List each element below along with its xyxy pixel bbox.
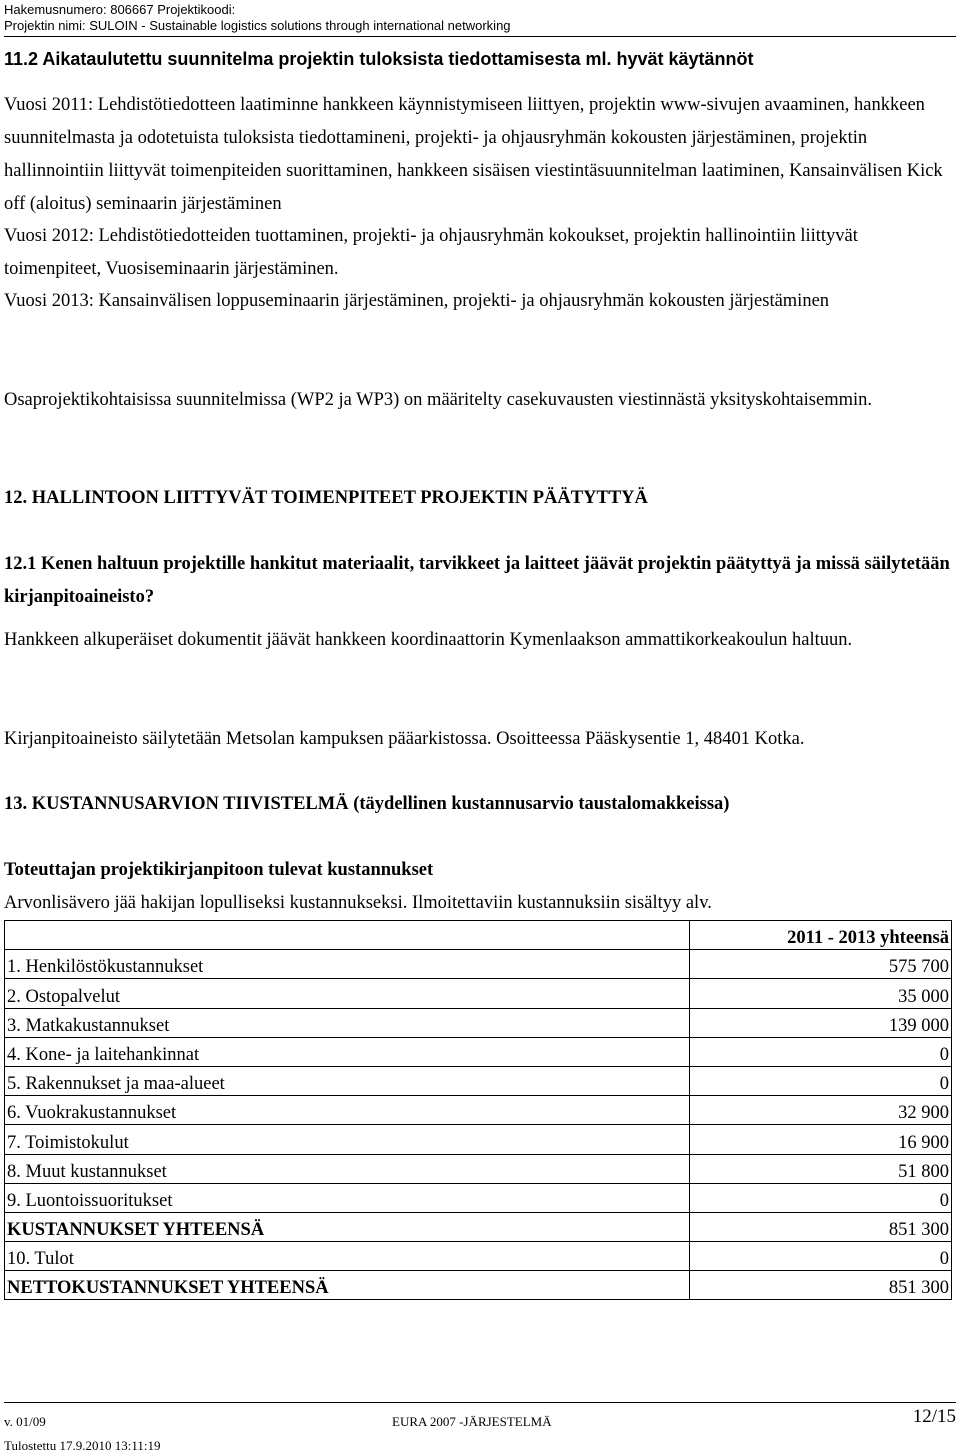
section-11-2-title: 11.2 Aikataulutettu suunnitelma projektin tuloksista tiedottamisesta ml. hyvät käytännöt — [4, 49, 754, 69]
cost-category-cell: 5. Rakennukset ja maa-alueet — [5, 1066, 690, 1095]
table-row — [5, 1008, 952, 1037]
cost-amount-cell: 16 900 — [690, 1125, 952, 1154]
year-2013-paragraph: Vuosi 2013: Kansainvälisen loppuseminaarin järjestäminen, projekti- ja ohjausryhmän kokousten järjestäminen — [4, 291, 830, 311]
footer-divider — [4, 1402, 956, 1403]
header-divider — [4, 36, 956, 37]
cost-category-cell: NETTOKUSTANNUKSET YHTEENSÄ — [5, 1271, 690, 1300]
system-name: EURA 2007 -JÄRJESTELMÄ — [392, 1414, 552, 1429]
table-row — [5, 979, 952, 1008]
table-row — [5, 1096, 952, 1125]
application-number: Hakemusnumero: 806667 Projektikoodi: — [4, 2, 236, 17]
page-number: 12/15 — [912, 1406, 956, 1427]
cost-amount-cell: 0 — [690, 1183, 952, 1212]
cost-amount-cell: 51 800 — [690, 1154, 952, 1183]
answer-archive: Kirjanpitoaineisto säilytetään Metsolan kampuksen pääarkistossa. Osoitteessa Pääskysentie 1, 48401 Kotka. — [4, 729, 805, 749]
table-row — [5, 1037, 952, 1066]
cost-amount-cell: 35 000 — [690, 979, 952, 1008]
cost-amount-cell: 0 — [690, 1037, 952, 1066]
table-row — [5, 1242, 952, 1271]
cost-amount-cell: 0 — [690, 1066, 952, 1095]
cost-category-cell: 6. Vuokrakustannukset — [5, 1096, 690, 1125]
vat-note: Arvonlisävero jää hakijan lopulliseksi kustannukseksi. Ilmoitettaviin kustannuksiin sisältyy alv. — [4, 893, 712, 913]
cost-category-cell: 7. Toimistokulut — [5, 1125, 690, 1154]
table-row — [5, 1212, 952, 1241]
cost-category-cell: 4. Kone- ja laitehankinnat — [5, 1037, 690, 1066]
table-row — [5, 950, 952, 979]
costs-subtitle: Toteuttajan projektikirjanpitoon tulevat kustannukset — [4, 860, 434, 880]
table-row — [5, 1154, 952, 1183]
year-2012-paragraph: Vuosi 2012: Lehdistötiedotteiden tuottaminen, projekti- ja ohjausryhmän kokoukset, projektin hallinointiin liittyvät toimenpiteet, Vuosiseminaarin järjestäminen. — [4, 226, 858, 279]
cost-amount-cell: 32 900 — [690, 1096, 952, 1125]
table-row — [5, 1066, 952, 1095]
header-label-cell — [5, 921, 690, 950]
cost-category-cell: 9. Luontoissuoritukset — [5, 1183, 690, 1212]
header-period-cell: 2011 - 2013 yhteensä — [690, 921, 952, 950]
year-2011-paragraph: Vuosi 2011: Lehdistötiedotteen laatiminne hankkeen käynnistymiseen liittyen, projektin www-sivujen avaaminen, hankkeen suunnitelmasta ja odotetuista tuloksista tiedottamineni, projekti- ja ohjausryhmän kokousten järjestäminen, projektin hallinnointiin liittyvät toimenpiteiden suorittaminen, hankkeen sisäisen viestintäsuunnitelman laatiminen, Kansainvälisen Kick off (aloitus) seminaarin järjestäminen — [4, 95, 943, 214]
cost-category-cell: 8. Muut kustannukset — [5, 1154, 690, 1183]
question-12-1: 12.1 Kenen haltuun projektille hankitut materiaalit, tarvikkeet ja laitteet jäävät projektin päätyttyä ja missä säilytetään kirjanpitoaineisto? — [4, 554, 950, 607]
section-13-title: 13. KUSTANNUSARVION TIIVISTELMÄ (täydellinen kustannusarvio taustalomakkeissa) — [4, 794, 730, 814]
table-row — [5, 1183, 952, 1212]
cost-amount-cell: 851 300 — [690, 1212, 952, 1241]
document-header — [4, 2, 511, 34]
cost-category-cell: 3. Matkakustannukset — [5, 1008, 690, 1037]
section-12-title: 12. HALLINTOON LIITTYVÄT TOIMENPITEET PROJEKTIN PÄÄTYTTYÄ — [4, 488, 648, 508]
cost-category-cell: 1. Henkilöstökustannukset — [5, 950, 690, 979]
cost-category-cell: 10. Tulot — [5, 1242, 690, 1271]
cost-summary-table — [4, 920, 952, 1300]
project-name: Projektin nimi: SULOIN - Sustainable logistics solutions through international networking — [4, 18, 511, 33]
cost-amount-cell: 575 700 — [690, 950, 952, 979]
table-row — [5, 1125, 952, 1154]
print-timestamp: Tulostettu 17.9.2010 13:11:19 — [4, 1438, 161, 1453]
cost-category-cell: KUSTANNUKSET YHTEENSÄ — [5, 1212, 690, 1241]
table-header-row — [5, 921, 952, 950]
cost-amount-cell: 0 — [690, 1242, 952, 1271]
cost-amount-cell: 139 000 — [690, 1008, 952, 1037]
cost-category-cell: 2. Ostopalvelut — [5, 979, 690, 1008]
cost-amount-cell: 851 300 — [690, 1271, 952, 1300]
answer-documents: Hankkeen alkuperäiset dokumentit jäävät hankkeen koordinaattorin Kymenlaakson ammattikorkeakoulun haltuun. — [4, 630, 853, 650]
table-row — [5, 1271, 952, 1300]
form-version: v. 01/09 — [4, 1414, 46, 1429]
subproject-paragraph: Osaprojektikohtaisissa suunnitelmissa (WP2 ja WP3) on määritelty casekuvausten viestinnästä yksityskohtaisemmin. — [4, 390, 872, 410]
